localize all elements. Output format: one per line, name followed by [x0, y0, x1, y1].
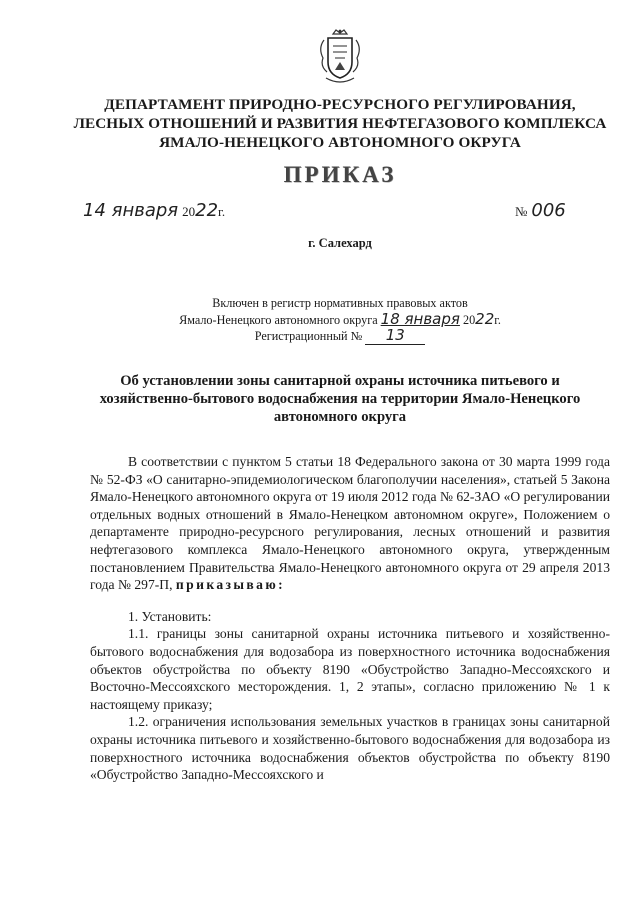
order-date — [83, 200, 253, 226]
year-suffix-g: г. — [218, 204, 226, 219]
registry-line: Включен в регистр нормативных правовых актов — [212, 296, 468, 310]
registry-prefix: Ямало-Ненецкого автономного округа — [179, 312, 378, 327]
handwritten-number: 006 — [531, 200, 566, 221]
order-title: ПРИКАЗ — [283, 162, 397, 187]
department-name — [70, 95, 610, 152]
document-body — [90, 453, 610, 784]
registry-line-date — [150, 309, 530, 329]
registry-line-number — [150, 328, 530, 345]
preamble-paragraph — [90, 453, 610, 594]
item-1: 1. Установить: — [128, 608, 212, 624]
coat-of-arms-icon — [318, 28, 362, 86]
department-line: ЛЕСНЫХ ОТНОШЕНИЙ И РАЗВИТИЯ НЕФТЕГАЗОВОГО КОМПЛЕКСА — [73, 115, 607, 132]
registry-handwritten-date: 18 января — [380, 309, 460, 328]
department-line: ЯМАЛО-НЕНЕЦКОГО АВТОНОМНОГО ОКРУГА — [159, 134, 521, 151]
number-label: № — [515, 204, 528, 219]
registry-year-g: г. — [494, 312, 501, 327]
city: г. Салехард — [308, 236, 372, 250]
item-1-2: 1.2. ограничения использования земельных участков в границах зоны санитарной охраны источника питьевого и хозяйственно-бытового водоснабжения для водозабора из поверхностного источника водоснабжения объектов обустройства по объекту 8190 «Обустройство Западно-Мессояхского и — [90, 714, 610, 783]
handwritten-date: 14 января — [83, 200, 179, 221]
decree-word: приказываю: — [175, 577, 286, 593]
title-line: автономного округа — [273, 409, 407, 425]
document-title — [90, 372, 590, 426]
order-number — [515, 200, 605, 226]
registry-block — [150, 296, 530, 345]
registry-year-prefix: 20 — [462, 312, 476, 327]
department-line: ДЕПАРТАМЕНТ ПРИРОДНО-РЕСУРСНОГО РЕГУЛИРОВАНИЯ, — [104, 96, 576, 113]
item-1-1: 1.1. границы зоны санитарной охраны источника питьевого и хозяйственно-бытового водоснабжения для водозабора из поверхностного источника водоснабжения объектов обустройства по объекту 8190 «Обустройство Западно-Мессояхского и Восточно-Мессояхского месторождения. 1, 2 этапы», согласно приложению № 1 к настоящему приказу; — [90, 626, 610, 712]
handwritten-year: 22 — [195, 200, 219, 221]
title-line: хозяйственно-бытового водоснабжения на территории Ямало-Ненецкого — [99, 391, 581, 407]
year-prefix: 20 — [182, 204, 196, 219]
title-line: Об установлении зоны санитарной охраны источника питьевого и — [120, 373, 560, 389]
preamble-text: В соответствии с пунктом 5 статьи 18 Федерального закона от 30 марта 1999 года № 52-ФЗ «О санитарно-эпидемиологическом благополучии населения», статьей 5 Закона Ямало-Ненецкого автономного округа от 19 июля 2012 года № 62-ЗАО «О регулировании отдельных водных отношений в Ямало-Ненецком автономном округе», Положением о департаменте природно-ресурсного регулирования, лесных отношений и развития нефтегазового комплекса Ямало-Ненецкого автономного округа, утвержденным постановлением Правительства Ямало-Ненецкого автономного округа от 29 апреля 2013 года № 297-П, — [90, 454, 610, 593]
registry-number-label: Регистрационный № — [254, 329, 363, 343]
registry-handwritten-number: 13 — [365, 328, 425, 345]
registry-handwritten-year: 22 — [475, 309, 495, 328]
